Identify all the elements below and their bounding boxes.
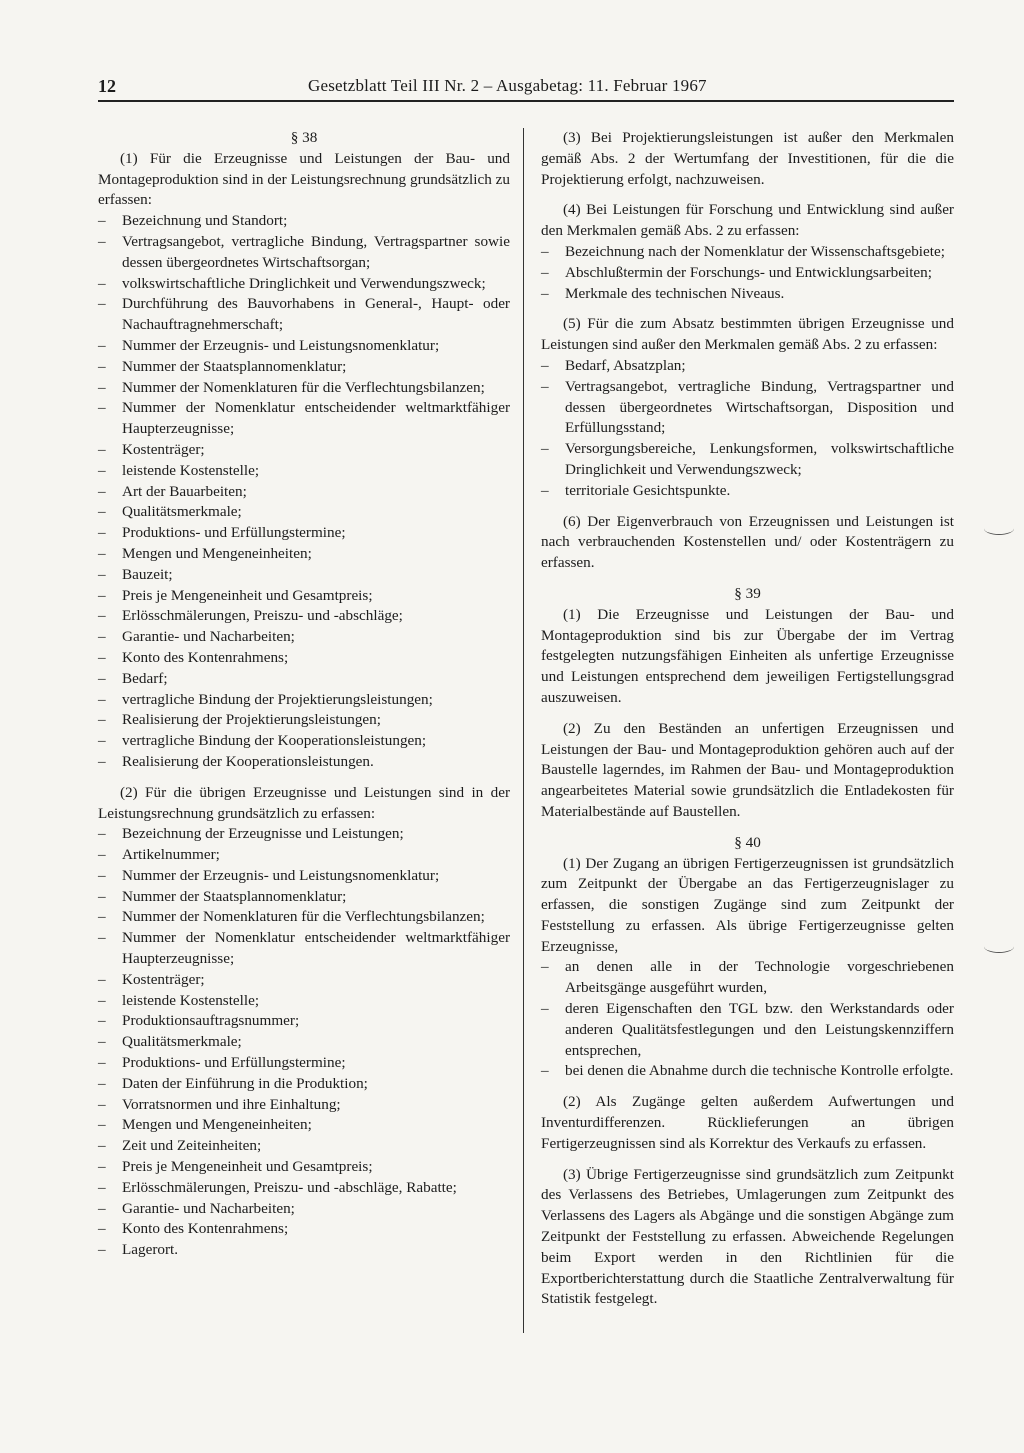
list-item: – Zeit und Zeiteinheiten; [98, 1136, 510, 1157]
list-item: – Konto des Kontenrahmens; [98, 1219, 510, 1240]
list-item: – Realisierung der Projektierungsleistungen; [98, 710, 510, 731]
list-item: – Produktions- und Erfüllungstermine; [98, 1053, 510, 1074]
list-item: – leistende Kostenstelle; [98, 461, 510, 482]
list-item: – Preis je Mengeneinheit und Gesamtpreis; [98, 586, 510, 607]
section-40-heading: § 40 [734, 833, 761, 851]
list-item: – Art der Bauarbeiten; [98, 482, 510, 503]
section-39-heading: § 39 [734, 584, 761, 602]
list-item: – Qualitätsmerkmale; [98, 1032, 510, 1053]
list-item: – Bezeichnung und Standort; [98, 211, 510, 232]
list-item: – Qualitätsmerkmale; [98, 502, 510, 523]
margin-mark [984, 940, 1014, 953]
list-item: – Versorgungsbereiche, Lenkungsformen, volkswirtschaftliche Dringlichkeit und Verwendungszweck; [541, 439, 954, 481]
s38-para-2-intro: (2) Für die übrigen Erzeugnisse und Leistungen sind in der Leistungsrechnung grundsätzlich zu erfassen: [98, 783, 510, 822]
s38-para-4-intro: (4) Bei Leistungen für Forschung und Entwicklung sind außer den Merkmalen gemäß Abs. 2 zu erfassen: [541, 201, 954, 240]
list-item: – Abschlußtermin der Forschungs- und Entwicklungsarbeiten; [541, 263, 954, 284]
list-item: – Durchführung des Bauvorhabens in General-, Haupt- oder Nachauftragnehmerschaft; [98, 294, 510, 336]
list-item: – Vorratsnormen und ihre Einhaltung; [98, 1095, 510, 1116]
s38-para-2-list [98, 824, 510, 1261]
s39-para-2: (2) Zu den Beständen an unfertigen Erzeugnissen und Leistungen der Bau- und Montageproduktion gehören auch auf der Baustelle lagerndes, im Rahmen der Bau- und Montageproduktion angearbeitetes Material sowie grundsätzlich die Entladekosten für Materialbestände auf Baustellen. [541, 719, 954, 820]
s38-para-5-intro: (5) Für die zum Absatz bestimmten übrigen Erzeugnisse und Leistungen sind außer den Merkmalen gemäß Abs. 2 zu erfassen: [541, 315, 954, 354]
list-item: – Mengen und Mengeneinheiten; [98, 1115, 510, 1136]
list-item: – Produktionsauftragsnummer; [98, 1011, 510, 1032]
list-item: – vertragliche Bindung der Kooperationsleistungen; [98, 731, 510, 752]
list-item: – Nummer der Nomenklaturen für die Verflechtungsbilanzen; [98, 907, 510, 928]
list-item: – Nummer der Nomenklatur entscheidender weltmarktfähiger Haupterzeugnisse; [98, 928, 510, 970]
list-item: – Bezeichnung nach der Nomenklatur der Wissenschaftsgebiete; [541, 242, 954, 263]
section-38-heading: § 38 [290, 129, 318, 146]
list-item: – deren Eigenschaften den TGL bzw. den Werkstandards oder anderen Qualitätsfestlegungen und den Leistungskennziffern entsprechen, [541, 999, 954, 1061]
s40-para-1-list [541, 957, 954, 1082]
list-item: – Kostenträger; [98, 970, 510, 991]
s40-para-1-intro: (1) Der Zugang an übrigen Fertigerzeugnissen ist grundsätzlich zum Zeitpunkt der Übergabe an das Fertigerzeugnislager zu erfassen, die sonstigen Zugänge sind zum Zeitpunkt der Feststellung zu erfassen. Als übrige Fertigerzeugnisse gelten Erzeugnisse, [541, 854, 954, 955]
list-item: – Konto des Kontenrahmens; [98, 648, 510, 669]
s38-para-1-intro: (1) Für die Erzeugnisse und Leistungen der Bau- und Montageproduktion sind in der Leistungsrechnung grundsätzlich zu erfassen: [98, 149, 510, 209]
list-item: – Erlösschmälerungen, Preiszu- und -abschläge, Rabatte; [98, 1178, 510, 1199]
list-item: – Garantie- und Nacharbeiten; [98, 627, 510, 648]
s38-para-6: (6) Der Eigenverbrauch von Erzeugnissen und Leistungen ist nach verbrauchenden Kostenstellen und/ oder Kostenträgern zu erfassen. [541, 512, 954, 572]
list-item: – Realisierung der Kooperationsleistungen. [98, 752, 510, 773]
list-item: – vertragliche Bindung der Projektierungsleistungen; [98, 690, 510, 711]
page-number: 12 [98, 76, 116, 96]
list-item: – Bedarf; [98, 669, 510, 690]
list-item: – Vertragsangebot, vertragliche Bindung, Vertragspartner und dessen übergeordnetes Wirtschaftsorgan, Disposition und Erfüllungsstand; [541, 377, 954, 439]
list-item: – Nummer der Nomenklaturen für die Verflechtungsbilanzen; [98, 378, 510, 399]
list-item: – volkswirtschaftliche Dringlichkeit und Verwendungszweck; [98, 274, 510, 295]
list-item: – Artikelnummer; [98, 845, 510, 866]
gazette-title: Gesetzblatt Teil III Nr. 2 – Ausgabetag: 11. Februar 1967 [308, 76, 707, 95]
list-item: – leistende Kostenstelle; [98, 991, 510, 1012]
list-item: – Nummer der Staatsplannomenklatur; [98, 357, 510, 378]
list-item: – Lagerort. [98, 1240, 510, 1261]
list-item: – Nummer der Staatsplannomenklatur; [98, 887, 510, 908]
s40-para-3: (3) Übrige Fertigerzeugnisse sind grundsätzlich zum Zeitpunkt des Verlassens des Betriebes, Umlagerungen zum Zeitpunkt des Verlassens des Lagers als Abgänge und die sonstigen Abgänge zum Zeitpunkt der Feststellung zu erfassen. Abweichende Regelungen beim Export werden in den Richtlinien für die Exportberichterstattung durch die Staatliche Zentralverwaltung für Statistik festgelegt. [541, 1165, 954, 1308]
s40-para-2: (2) Als Zugänge gelten außerdem Aufwertungen und Inventurdifferenzen. Rücklieferungen an übrigen Fertigerzeugnissen sind als Korrektur des Verkaufs zu erfassen. [541, 1093, 954, 1152]
list-item: – Merkmale des technischen Niveaus. [541, 284, 954, 305]
list-item: – bei denen die Abnahme durch die technische Kontrolle erfolgte. [541, 1061, 954, 1082]
list-item: – Mengen und Mengeneinheiten; [98, 544, 510, 565]
list-item: – Garantie- und Nacharbeiten; [98, 1199, 510, 1220]
left-column [98, 128, 510, 1261]
list-item: – Bezeichnung der Erzeugnisse und Leistungen; [98, 824, 510, 845]
list-item: – Daten der Einführung in die Produktion; [98, 1074, 510, 1095]
list-item: – Bedarf, Absatzplan; [541, 356, 954, 377]
list-item: – territoriale Gesichtspunkte. [541, 481, 954, 502]
list-item: – Vertragsangebot, vertragliche Bindung, Vertragspartner sowie dessen übergeordnetes Wirtschaftsorgan; [98, 232, 510, 274]
list-item: – Erlösschmälerungen, Preiszu- und -abschläge; [98, 606, 510, 627]
list-item: – Preis je Mengeneinheit und Gesamtpreis; [98, 1157, 510, 1178]
s38-para-1-list [98, 211, 510, 773]
list-item: – Nummer der Nomenklatur entscheidender weltmarktfähiger Haupterzeugnisse; [98, 398, 510, 440]
s39-para-1: (1) Die Erzeugnisse und Leistungen der Bau- und Montageproduktion sind bis zur Übergabe der im Vertrag festgelegten nutzungsfähigen Einheiten als unfertige Erzeugnisse und Leistungen entsprechend dem jeweiligen Fertigstellungsgrad auszuweisen. [541, 605, 954, 706]
margin-mark [984, 522, 1014, 535]
s38-para-5-list [541, 356, 954, 502]
list-item: – Nummer der Erzeugnis- und Leistungsnomenklatur; [98, 866, 510, 887]
column-divider [523, 128, 524, 1333]
list-item: – an denen alle in der Technologie vorgeschriebenen Arbeitsgänge ausgeführt wurden, [541, 957, 954, 999]
s38-para-4-list [541, 242, 954, 304]
page-header [98, 74, 954, 102]
list-item: – Bauzeit; [98, 565, 510, 586]
s38-para-3: (3) Bei Projektierungsleistungen ist außer den Merkmalen gemäß Abs. 2 der Wertumfang der Investitionen, für die die Projektierung erfolgt, nachzuweisen. [541, 129, 954, 188]
list-item: – Kostenträger; [98, 440, 510, 461]
right-column [541, 128, 954, 1310]
list-item: – Produktions- und Erfüllungstermine; [98, 523, 510, 544]
list-item: – Nummer der Erzeugnis- und Leistungsnomenklatur; [98, 336, 510, 357]
